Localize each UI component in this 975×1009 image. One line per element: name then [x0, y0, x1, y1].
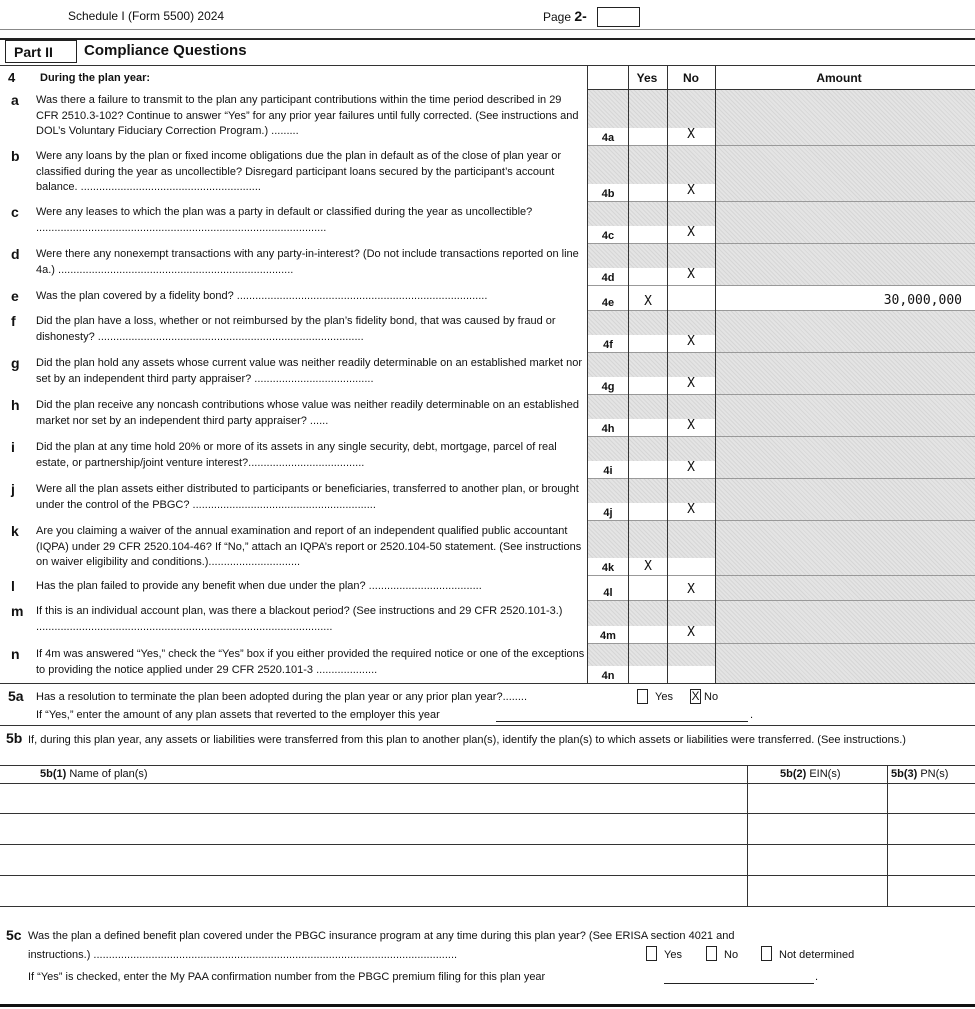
yes-answer-cell[interactable]: [629, 584, 667, 600]
line-number: 4i: [603, 465, 613, 477]
no-answer-cell[interactable]: X: [687, 502, 695, 517]
no-answer-cell[interactable]: X: [687, 127, 695, 142]
row-letter: n: [11, 646, 20, 662]
page-number: 2-: [574, 8, 587, 24]
yes-answer-cell[interactable]: [629, 504, 667, 520]
page-number-input[interactable]: [597, 7, 640, 27]
divider: [0, 38, 975, 40]
line-number: 4e: [601, 297, 615, 309]
col-5b3-header: [891, 767, 948, 782]
no-answer-cell[interactable]: X: [687, 625, 695, 640]
no-answer-cell[interactable]: X: [687, 225, 695, 240]
divider: [715, 66, 716, 683]
part-label: Part II: [5, 40, 77, 63]
shaded-area: [588, 146, 628, 184]
divider: [0, 29, 975, 30]
question-text: Was there a failure to transmit to the plan any participant contributions within the time period described in 29 CFR 2510.3-102? Continue to answer “Yes” for any prior year failures until fully corrected. (See instructions and DOL’s Voluntary Fiduciary Correction Program.) .........: [36, 94, 579, 137]
divider: [0, 765, 975, 766]
no-answer-cell[interactable]: X: [687, 334, 695, 349]
shaded-area: [716, 395, 975, 436]
question-text: Were any leases to which the plan was a party in default or classified during the year as uncollectible? ...............................................................................................: [36, 206, 533, 234]
line-number: 4a: [601, 132, 615, 144]
yes-answer-cell[interactable]: [629, 269, 667, 285]
yes-answer-cell[interactable]: [629, 627, 667, 643]
shaded-area: [716, 146, 975, 201]
q5a-no-checkbox[interactable]: X: [691, 689, 700, 703]
question-text: Are you claiming a waiver of the annual examination and report of an independent qualified public accountant (IQPA) under 29 CFR 2520.104-46? If “No,” attach an IQPA’s report or 2520.104-50 statement. (See instructions on waiver eligibility and conditions.)..............................: [36, 525, 582, 568]
q5c-no-checkbox[interactable]: [706, 946, 717, 961]
row-letter: l: [11, 578, 15, 594]
no-answer-cell[interactable]: X: [687, 267, 695, 282]
question-5c-followup: If “Yes” is checked, enter the My PAA confirmation number from the PBGC premium filing for this plan year: [28, 971, 546, 983]
divider: [0, 1004, 975, 1007]
divider: [628, 66, 629, 683]
shaded-area: [588, 521, 628, 558]
shaded-area: [588, 437, 628, 461]
col-5b1-header: [40, 767, 148, 782]
no-answer-cell[interactable]: [668, 292, 714, 308]
yes-answer-cell[interactable]: [629, 129, 667, 145]
question-5c-followup-end: .: [815, 971, 819, 983]
yes-answer-cell[interactable]: [629, 462, 667, 478]
shaded-area: [629, 90, 715, 128]
row-letter: k: [11, 523, 19, 539]
row-letter: f: [11, 313, 16, 329]
question-text: Has the plan failed to provide any benefit when due under the plan? .....................................: [36, 580, 482, 592]
yes-answer-cell[interactable]: [629, 420, 667, 436]
question-text: Were any loans by the plan or fixed income obligations due the plan in default as of the close of plan year or classified during the year as uncollectible? Disregard participant loans secured by the participant’s account balance. ...........................................................: [36, 150, 562, 193]
yes-answer-cell[interactable]: [629, 185, 667, 201]
yes-answer-cell[interactable]: X: [644, 559, 652, 574]
shaded-area: [716, 521, 975, 575]
yes-answer-cell[interactable]: X: [644, 294, 652, 309]
q5a-amount-field[interactable]: [496, 707, 748, 722]
divider: [667, 66, 668, 683]
question-text: Were all the plan assets either distributed to participants or beneficiaries, transferred to another plan, or brought under the control of the PBGC? ............................................................: [36, 483, 579, 511]
question-5c-text-2: instructions.) .......................................................................................................................: [28, 949, 458, 961]
no-answer-cell[interactable]: X: [687, 418, 695, 433]
col-amount-header: Amount: [816, 71, 862, 85]
shaded-area: [588, 644, 628, 666]
no-answer-cell[interactable]: X: [687, 376, 695, 391]
line-number: 4b: [601, 188, 615, 200]
question-5a-text: Has a resolution to terminate the plan been adopted during the plan year or any prior plan year?........: [36, 691, 528, 703]
q5c-not-determined-checkbox[interactable]: [761, 946, 772, 961]
amount-cell[interactable]: 30,000,000: [883, 293, 962, 308]
shaded-area: [716, 576, 975, 600]
shaded-area: [588, 353, 628, 377]
row-letter: e: [11, 288, 19, 304]
row-letter: i: [11, 439, 15, 455]
col-5b2-num: 5b(2): [780, 768, 807, 780]
shaded-area: [629, 437, 715, 461]
line-number: 4j: [603, 507, 613, 519]
q5a-yes-checkbox[interactable]: [637, 689, 648, 704]
shaded-area: [588, 244, 628, 268]
col-yes-header: Yes: [636, 71, 658, 85]
shaded-area: [629, 146, 715, 184]
shaded-area: [716, 479, 975, 520]
question-4-number: 4: [8, 70, 16, 85]
question-5b-text: If, during this plan year, any assets or liabilities were transferred from this plan to another plan(s), identify the plan(s) to which assets or liabilities were transferred. (See instructions.): [28, 734, 906, 746]
line-number: 4d: [601, 272, 615, 284]
shaded-area: [588, 601, 628, 626]
col-5b3-label: PN(s): [920, 768, 949, 780]
question-text: Did the plan at any time hold 20% or more of its assets in any single security, debt, mortgage, parcel of real estate, or partnership/joint venture interest?......................................: [36, 441, 557, 469]
col-5b2-label: EIN(s): [809, 768, 841, 780]
line-number: 4h: [601, 423, 615, 435]
divider: [0, 725, 975, 726]
row-letter: j: [11, 481, 15, 497]
col-5b2-header: [780, 767, 841, 782]
no-answer-cell[interactable]: X: [687, 183, 695, 198]
shaded-area: [588, 202, 628, 226]
shaded-area: [588, 479, 628, 503]
shaded-area: [629, 395, 715, 419]
shaded-area: [629, 244, 715, 268]
col-5b3-num: 5b(3): [891, 768, 918, 780]
question-text: Did the plan have a loss, whether or not reimbursed by the plan’s fidelity bond, that was caused by fraud or dishonesty? .......................................................................................: [36, 315, 556, 343]
shaded-area: [629, 311, 715, 335]
q5c-not-determined-label: Not determined: [779, 949, 855, 961]
shaded-area: [629, 202, 715, 226]
question-text: If 4m was answered “Yes,” check the “Yes” box if you either provided the required notice or one of the exceptions to providing the notice applied under 29 CFR 2520.101-3 ....................: [36, 648, 585, 676]
q5c-confirmation-field[interactable]: [664, 969, 814, 984]
shaded-area: [629, 521, 715, 558]
table-row[interactable]: [0, 814, 975, 844]
shaded-area: [716, 353, 975, 394]
shaded-area: [716, 244, 975, 285]
row-letter: a: [11, 92, 19, 108]
divider: [587, 285, 975, 286]
shaded-area: [588, 395, 628, 419]
shaded-area: [716, 601, 975, 643]
shaded-area: [629, 644, 715, 666]
page-label-text: Page: [543, 10, 572, 24]
question-5a-number: 5a: [8, 688, 24, 704]
row-letter: h: [11, 397, 20, 413]
shaded-area: [629, 479, 715, 503]
shaded-area: [588, 311, 628, 335]
divider: [0, 906, 975, 907]
form-title: Schedule I (Form 5500) 2024: [68, 9, 225, 23]
question-text: Was the plan covered by a fidelity bond? ..................................................................................: [36, 290, 488, 302]
q5c-yes-checkbox[interactable]: [646, 946, 657, 961]
shaded-area: [629, 353, 715, 377]
q5a-no-label: No: [704, 691, 719, 703]
question-text: Were there any nonexempt transactions with any party-in-interest? (Do not include transactions reported on line 4a.) .............................................................................: [36, 248, 579, 276]
shaded-area: [716, 437, 975, 478]
question-5a-followup: If “Yes,” enter the amount of any plan assets that reverted to the employer this year: [36, 709, 440, 721]
question-text: Did the plan receive any noncash contributions whose value was neither readily determinable on an established market nor set by an independent third party appraiser? ......: [36, 399, 579, 427]
row-letter: c: [11, 204, 19, 220]
table-row[interactable]: [0, 845, 975, 875]
question-5c-text-1: Was the plan a defined benefit plan covered under the PBGC insurance program at any time during this plan year? (See ERISA section 4021 and: [28, 930, 735, 942]
row-letter: d: [11, 246, 20, 262]
divider: [587, 66, 588, 683]
shaded-area: [716, 311, 975, 352]
yes-answer-cell[interactable]: [629, 667, 667, 683]
yes-answer-cell[interactable]: [629, 378, 667, 394]
line-number: 4m: [600, 630, 616, 642]
no-answer-cell[interactable]: [668, 665, 714, 681]
table-row[interactable]: [0, 876, 975, 906]
yes-answer-cell[interactable]: [629, 336, 667, 352]
line-number: 4f: [603, 339, 613, 351]
shaded-area: [716, 90, 975, 145]
row-letter: g: [11, 355, 20, 371]
q5c-no-label: No: [724, 949, 739, 961]
shaded-area: [588, 90, 628, 128]
col-5b1-num: 5b(1): [40, 768, 67, 780]
divider: [0, 683, 975, 684]
shaded-area: [716, 644, 975, 683]
row-letter: m: [11, 603, 24, 619]
line-number: 4c: [601, 230, 615, 242]
no-answer-cell[interactable]: X: [687, 582, 695, 597]
divider: [0, 65, 975, 66]
question-5b-number: 5b: [6, 730, 23, 746]
page-label: [543, 8, 587, 24]
table-row[interactable]: [0, 784, 975, 813]
part-title: Compliance Questions: [84, 42, 247, 59]
q5a-yes-label: Yes: [655, 691, 673, 703]
question-text: Did the plan hold any assets whose current value was neither readily determinable on an established market nor set by an independent third party appraiser? .......................................: [36, 357, 583, 385]
question-5c-number: 5c: [6, 927, 22, 943]
q5c-yes-label: Yes: [664, 949, 682, 961]
question-text: If this is an individual account plan, was there a blackout period? (See instructions and 29 CFR 2520.101-3.) .................................................................................................: [36, 605, 563, 633]
row-letter: b: [11, 148, 20, 164]
shaded-area: [716, 202, 975, 243]
line-number: 4g: [601, 381, 615, 393]
line-number: 4k: [601, 562, 615, 574]
q5a-followup-end: .: [750, 709, 754, 721]
col-no-header: No: [683, 71, 699, 85]
line-number: 4n: [601, 670, 615, 682]
line-number: 4l: [603, 587, 613, 599]
col-5b1-label: Name of plan(s): [69, 768, 148, 780]
no-answer-cell[interactable]: [668, 557, 714, 573]
yes-answer-cell[interactable]: [629, 227, 667, 243]
shaded-area: [629, 601, 715, 626]
no-answer-cell[interactable]: X: [687, 460, 695, 475]
question-4-intro: During the plan year:: [40, 72, 151, 84]
